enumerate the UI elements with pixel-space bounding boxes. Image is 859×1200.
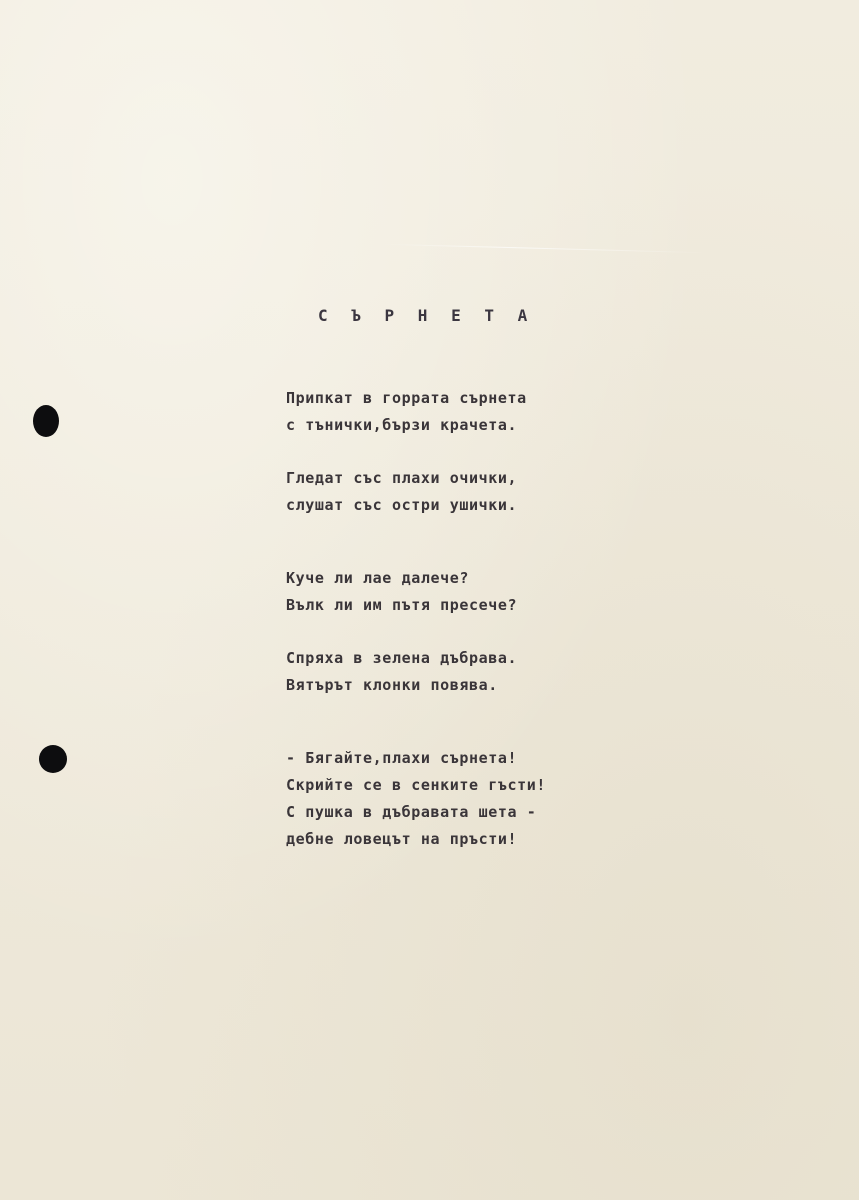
poem-line: слушат със остри ушички.: [286, 496, 518, 514]
punch-hole-top: [33, 405, 59, 437]
poem-body: [286, 385, 706, 853]
poem-line: Припкат в горрата сърнета: [286, 389, 527, 407]
stanza-4: [286, 645, 706, 699]
punch-hole-bottom: [39, 745, 67, 773]
stanza-1: [286, 385, 706, 439]
poem-line: Скрийте се в сенките гъсти!: [286, 776, 547, 794]
poem-line: Вятърът клонки повява.: [286, 676, 498, 694]
poem-line: - Бягайте,плахи сърнета!: [286, 749, 518, 767]
poem-line: Вълк ли им пътя пресече?: [286, 596, 518, 614]
poem-line: дебне ловецът на пръсти!: [286, 830, 518, 848]
poem-line: Спряха в зелена дъбрава.: [286, 649, 518, 667]
poem-line: Куче ли лае далече?: [286, 569, 469, 587]
stanza-5: [286, 745, 706, 853]
poem-title: С Ъ Р Н Е Т А: [318, 306, 535, 325]
poem-line: С пушка в дъбравата шета -: [286, 803, 537, 821]
stanza-2: [286, 465, 706, 519]
poem-line: с тънички,бързи крачета.: [286, 416, 518, 434]
stanza-3: [286, 565, 706, 619]
poem-line: Гледат със плахи очички,: [286, 469, 518, 487]
paper-crease: [380, 244, 710, 254]
